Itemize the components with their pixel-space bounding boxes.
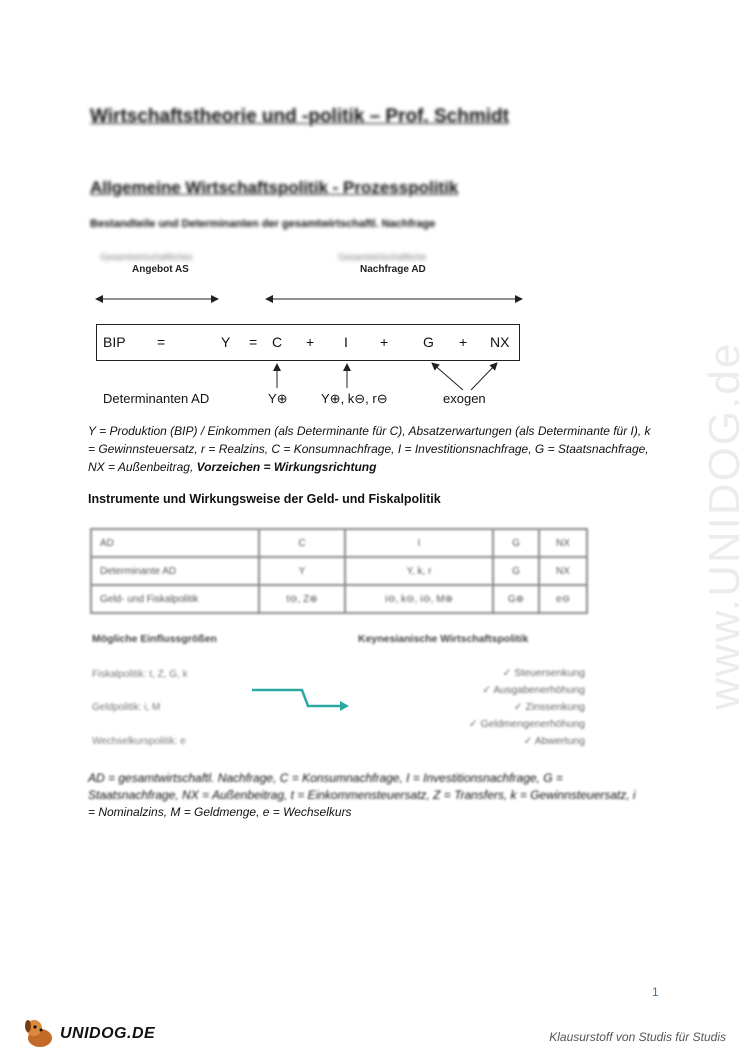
table-row xyxy=(91,585,587,613)
table-cell: Geld- und Fiskalpolitik xyxy=(91,585,259,613)
table-row xyxy=(91,557,587,585)
supply-label: Angebot AS xyxy=(132,264,189,275)
footer-slogan: Klausurstoff von Studis für Studis xyxy=(549,1030,726,1044)
table-cell: G xyxy=(493,557,539,585)
bottom-legend-line: Staatsnachfrage, NX = Außenbeitrag, t = Einkommensteuersatz, Z = Transfers, k = Gewinnsteuersatz, i xyxy=(88,788,636,802)
table-cell: AD xyxy=(91,529,259,557)
legend-paragraph xyxy=(88,422,658,476)
influence-right-item: ✓ Zinssenkung xyxy=(513,701,585,713)
demand-label: Nachfrage AD xyxy=(360,264,426,275)
influence-right-item: ✓ Steuersenkung xyxy=(502,667,585,679)
eq-equals-2: = xyxy=(249,334,258,350)
table-cell: i⊖, k⊖, i⊖, M⊕ xyxy=(345,585,493,613)
eq-y: Y xyxy=(221,334,231,350)
eq-bip: BIP xyxy=(103,334,126,350)
bottom-legend-line: = Nominalzins, M = Geldmenge, e = Wechselkurs xyxy=(88,805,352,819)
table-cell: NX xyxy=(539,557,587,585)
legend-text: Y = Produktion (BIP) / Einkommen (als Determinante für C), Absatzerwartungen (als Determinante für I), k = Gewinnsteuersatz, r = Realzins, C = Konsumnachfrage, I = Investitionsnachfrage, G = Staatsnachfrage, NX = Außenbeitrag, xyxy=(88,424,651,474)
demand-small-label: Gesamtwirtschaftliche xyxy=(338,252,427,262)
table-cell: t⊖, Z⊕ xyxy=(259,585,345,613)
table-cell: G xyxy=(493,529,539,557)
influence-arrow-icon xyxy=(250,680,360,720)
eq-equals-1: = xyxy=(157,334,166,350)
table-cell: e⊖ xyxy=(539,585,587,613)
eq-c: C xyxy=(272,334,283,350)
influences-left-title: Mögliche Einflussgrößen xyxy=(92,633,217,645)
influence-right-item: ✓ Geldmengenerhöhung xyxy=(468,718,585,730)
arrow-to-g xyxy=(432,363,463,390)
arrow-to-nx xyxy=(471,363,497,390)
table-cell: Y xyxy=(259,557,345,585)
table-cell: I xyxy=(345,529,493,557)
influence-left-item: Geldpolitik: i, M xyxy=(92,702,161,713)
table-cell: Determinante AD xyxy=(91,557,259,585)
influence-right-item: ✓ Abwertung xyxy=(523,735,585,747)
influence-left-item: Fiskalpolitik: t, Z, G, k xyxy=(92,669,188,680)
eq-i: I xyxy=(344,334,348,350)
determinants-label: Determinanten AD xyxy=(103,391,210,406)
legend-emphasis: Vorzeichen = Wirkungsrichtung xyxy=(196,460,377,474)
influence-right-item: ✓ Ausgabenerhöhung xyxy=(482,684,585,696)
document-title: Wirtschaftstheorie und -politik – Prof. Schmidt xyxy=(90,106,509,127)
table-cell: Y, k, r xyxy=(345,557,493,585)
section-title: Allgemeine Wirtschaftspolitik - Prozesspolitik xyxy=(90,178,459,197)
watermark: www.UNIDOG.de xyxy=(700,341,749,710)
instruments-table xyxy=(90,528,588,614)
logo-text: UNIDOG.DE xyxy=(60,1025,156,1042)
eq-nx: NX xyxy=(490,334,510,350)
influences-right-title: Keynesianische Wirtschaftspolitik xyxy=(358,633,529,645)
eq-plus-3: + xyxy=(459,334,468,350)
eq-g: G xyxy=(423,334,434,350)
eq-plus-2: + xyxy=(380,334,389,350)
section-subtitle: Bestandteile und Determinanten der gesamtwirtschaftl. Nachfrage xyxy=(90,218,436,230)
table-row xyxy=(91,529,587,557)
bottom-legend-line: AD = gesamtwirtschaftl. Nachfrage, C = Konsumnachfrage, I = Investitionsnachfrage, G = xyxy=(88,771,563,785)
page-number: 1 xyxy=(652,985,659,999)
dog-logo-icon xyxy=(22,1016,58,1055)
table-cell: G⊕ xyxy=(493,585,539,613)
instruments-title: Instrumente und Wirkungsweise der Geld- und Fiskalpolitik xyxy=(88,492,441,506)
determinant-c: Y⊕ xyxy=(268,391,288,406)
table-cell: NX xyxy=(539,529,587,557)
supply-small-label: Gesamtwirtschaftliches xyxy=(100,252,193,262)
determinant-i: Y⊕, k⊖, r⊖ xyxy=(321,391,388,406)
table-cell: C xyxy=(259,529,345,557)
influence-left-item: Wechselkurspolitik: e xyxy=(92,736,186,747)
bottom-legend xyxy=(88,770,668,821)
determinant-exogen: exogen xyxy=(443,391,486,406)
eq-plus-1: + xyxy=(306,334,315,350)
